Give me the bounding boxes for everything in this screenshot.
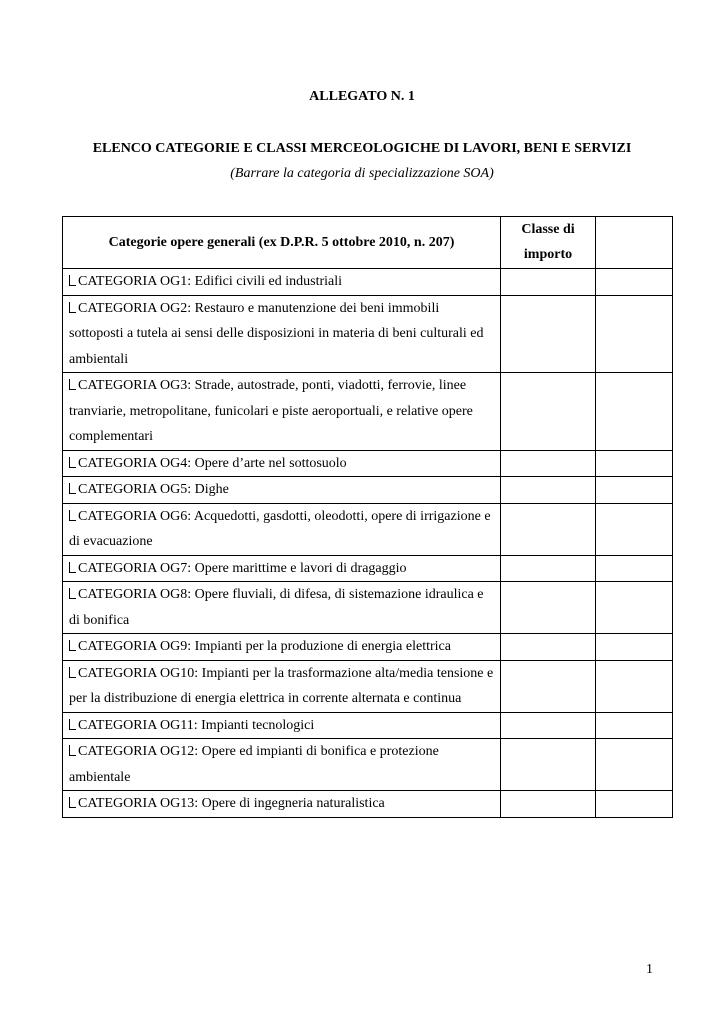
category-label: CATEGORIA OG3: Strade, autostrade, ponti, viadotti, ferrovie, linee tranviarie, metropolitane, funicolari e piste aeroportuali, e relative opere complementari	[69, 378, 473, 444]
checkbox-icon[interactable]	[69, 640, 76, 651]
category-label: CATEGORIA OG1: Edifici civili ed industriali	[78, 274, 343, 289]
table-header-row	[63, 217, 673, 269]
checkbox-icon[interactable]	[69, 483, 76, 494]
class-amount-cell[interactable]	[501, 712, 596, 739]
category-cell	[63, 555, 501, 582]
category-cell	[63, 712, 501, 739]
checkbox-icon[interactable]	[69, 275, 76, 286]
category-label: CATEGORIA OG11: Impianti tecnologici	[78, 717, 315, 733]
header-class-line1: Classe di	[521, 222, 575, 237]
category-label: CATEGORIA OG10: Impianti per la trasformazione alta/media tensione e per la distribuzione di energia elettrica in corrente alternata e continua	[69, 665, 494, 706]
checkbox-icon[interactable]	[69, 379, 76, 390]
extra-cell[interactable]	[596, 712, 673, 739]
checkbox-icon[interactable]	[69, 457, 76, 468]
class-amount-cell[interactable]	[501, 295, 596, 373]
class-amount-cell[interactable]	[501, 739, 596, 791]
category-label: CATEGORIA OG2: Restauro e manutenzione dei beni immobili sottoposti a tutela ai sensi delle disposizioni in materia di beni culturali ed ambientali	[69, 300, 484, 367]
extra-cell[interactable]	[596, 295, 673, 373]
category-cell	[63, 373, 501, 451]
table-body	[63, 269, 673, 818]
category-label: CATEGORIA OG12: Opere ed impianti di bonifica e protezione ambientale	[69, 744, 439, 785]
category-cell	[63, 582, 501, 634]
class-amount-cell[interactable]	[501, 791, 596, 818]
table-row	[63, 450, 673, 477]
header-class-amount	[501, 217, 596, 269]
table-row	[63, 712, 673, 739]
header-blank	[596, 217, 673, 269]
table-row	[63, 477, 673, 504]
class-amount-cell[interactable]	[501, 477, 596, 504]
category-cell	[63, 477, 501, 504]
class-amount-cell[interactable]	[501, 373, 596, 451]
checkbox-icon[interactable]	[69, 797, 76, 808]
category-cell	[63, 660, 501, 712]
category-label: CATEGORIA OG7: Opere marittime e lavori di dragaggio	[78, 560, 407, 576]
class-amount-cell[interactable]	[501, 450, 596, 477]
extra-cell[interactable]	[596, 791, 673, 818]
extra-cell[interactable]	[596, 503, 673, 555]
category-cell	[63, 634, 501, 661]
extra-cell[interactable]	[596, 373, 673, 451]
page-number: 1	[646, 962, 653, 977]
category-label: CATEGORIA OG4: Opere d’arte nel sottosuolo	[78, 455, 347, 471]
extra-cell[interactable]	[596, 450, 673, 477]
class-amount-cell[interactable]	[501, 269, 596, 296]
table-row	[63, 503, 673, 555]
checkbox-icon[interactable]	[69, 588, 76, 599]
checkbox-icon[interactable]	[69, 510, 76, 521]
table-row	[63, 791, 673, 818]
table-row	[63, 634, 673, 661]
category-label: CATEGORIA OG9: Impianti per la produzione di energia elettrica	[78, 639, 451, 654]
table-row	[63, 295, 673, 373]
categories-table	[62, 216, 673, 818]
category-label: CATEGORIA OG8: Opere fluviali, di difesa, di sistemazione idraulica e di bonifica	[69, 587, 484, 628]
extra-cell[interactable]	[596, 582, 673, 634]
class-amount-cell[interactable]	[501, 634, 596, 661]
annex-title: ALLEGATO N. 1	[309, 89, 415, 104]
class-amount-cell[interactable]	[501, 555, 596, 582]
extra-cell[interactable]	[596, 660, 673, 712]
extra-cell[interactable]	[596, 477, 673, 504]
category-label: CATEGORIA OG13: Opere di ingegneria naturalistica	[78, 796, 385, 811]
extra-cell[interactable]	[596, 739, 673, 791]
category-label: CATEGORIA OG5: Dighe	[78, 482, 229, 497]
table-row	[63, 373, 673, 451]
category-cell	[63, 791, 501, 818]
table-row	[63, 739, 673, 791]
class-amount-cell[interactable]	[501, 503, 596, 555]
checkbox-icon[interactable]	[69, 667, 76, 678]
header-class-line2: importo	[523, 247, 573, 262]
table-row	[63, 582, 673, 634]
category-cell	[63, 739, 501, 791]
checkbox-icon[interactable]	[69, 302, 76, 313]
extra-cell[interactable]	[596, 555, 673, 582]
checkbox-icon[interactable]	[69, 719, 76, 730]
document-title: ELENCO CATEGORIE E CLASSI MERCEOLOGICHE DI LAVORI, BENI E SERVIZI	[92, 141, 632, 156]
category-cell	[63, 269, 501, 296]
header-categories: Categorie opere generali (ex D.P.R. 5 ottobre 2010, n. 207)	[63, 217, 501, 269]
document-subtitle: (Barrare la categoria di specializzazione SOA)	[230, 166, 494, 181]
category-cell	[63, 503, 501, 555]
extra-cell[interactable]	[596, 634, 673, 661]
table-row	[63, 555, 673, 582]
checkbox-icon[interactable]	[69, 562, 76, 573]
category-cell	[63, 295, 501, 373]
table-row	[63, 660, 673, 712]
class-amount-cell[interactable]	[501, 582, 596, 634]
checkbox-icon[interactable]	[69, 745, 76, 756]
extra-cell[interactable]	[596, 269, 673, 296]
category-label: CATEGORIA OG6: Acquedotti, gasdotti, oleodotti, opere di irrigazione e di evacuazione	[69, 508, 491, 549]
table-row	[63, 269, 673, 296]
category-cell	[63, 450, 501, 477]
class-amount-cell[interactable]	[501, 660, 596, 712]
